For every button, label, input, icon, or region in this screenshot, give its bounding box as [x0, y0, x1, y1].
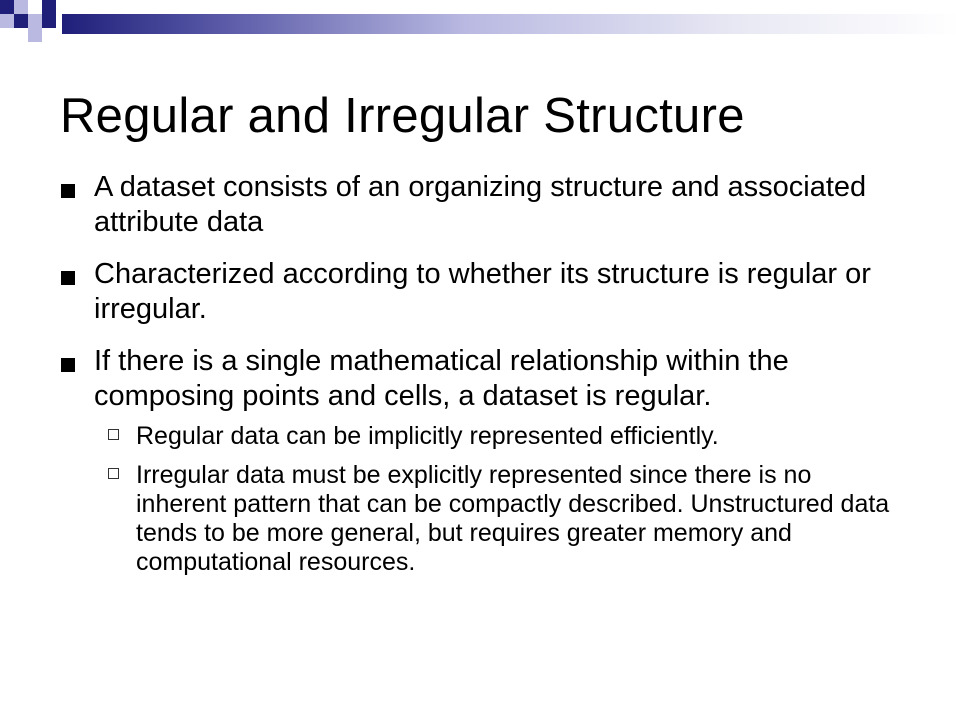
deco-square-6 [42, 14, 56, 28]
deco-square-3 [0, 14, 14, 28]
bullet-list [60, 170, 900, 587]
sub-bullet-text: Regular data can be implicitly represented efficiently. [136, 422, 719, 450]
deco-square-1 [0, 0, 14, 14]
bullet-text: If there is a single mathematical relationship within the composing points and cells, a dataset is regular. [94, 345, 789, 412]
deco-square-2 [14, 0, 28, 14]
bullet-text: A dataset consists of an organizing structure and associated attribute data [94, 171, 867, 238]
bullet-text: Characterized according to whether its structure is regular or irregular. [94, 258, 871, 325]
bullet-square-icon [61, 358, 75, 372]
deco-square-8 [42, 0, 56, 14]
sub-bullet-text: Irregular data must be explicitly represented since there is no inherent pattern that can be compactly described. Unstructured data tends to be more general, but requires greater memory and computational resources. [136, 461, 890, 576]
sub-bullet-item-2 [60, 461, 900, 577]
sub-bullet-item-1 [60, 422, 900, 451]
header-gradient-band [62, 14, 960, 34]
bullet-item-2 [60, 257, 900, 327]
hollow-square-icon [108, 429, 119, 440]
deco-square-7 [28, 28, 42, 42]
deco-square-5 [28, 14, 42, 28]
hollow-square-icon [108, 468, 119, 479]
deco-square-4 [14, 14, 28, 28]
bullet-square-icon [61, 271, 75, 285]
bullet-square-icon [61, 184, 75, 198]
bullet-item-3 [60, 344, 900, 414]
bullet-item-1 [60, 170, 900, 240]
slide-title: Regular and Irregular Structure [60, 89, 745, 143]
